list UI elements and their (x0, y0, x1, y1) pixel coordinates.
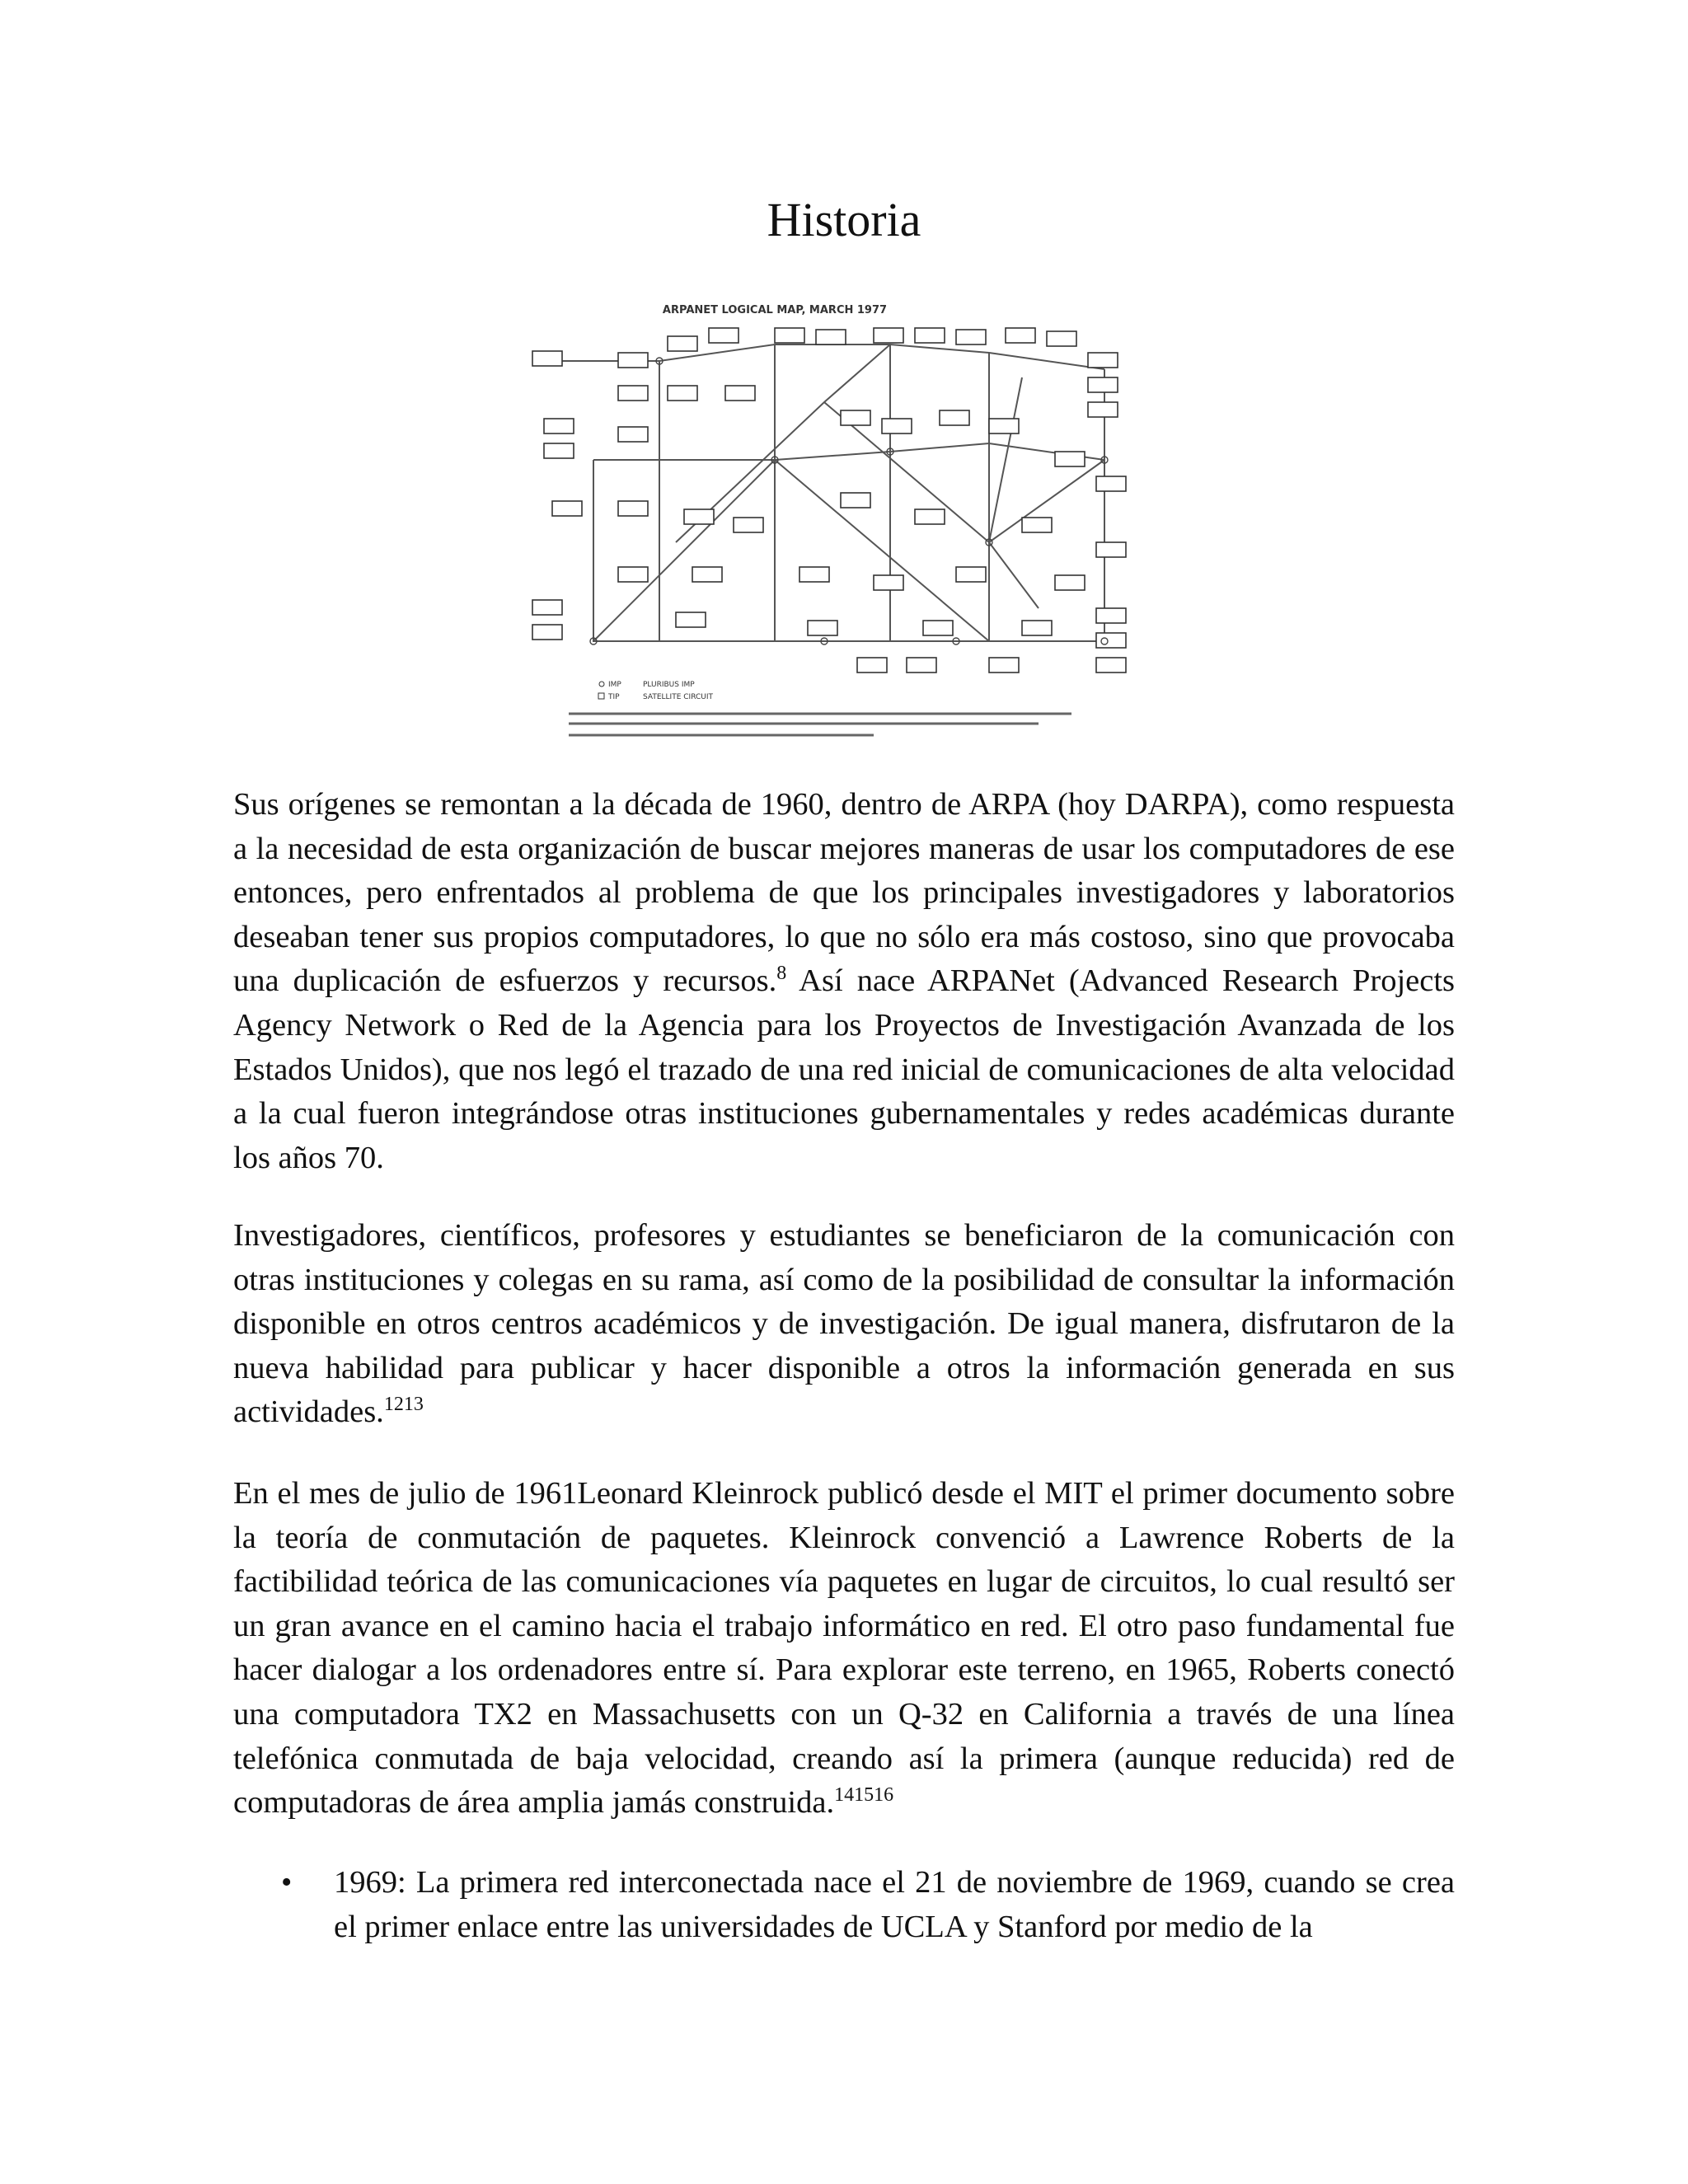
page-title: Historia (767, 193, 921, 246)
arpanet-map-figure (528, 295, 1146, 757)
legend-label-pluribus: PLURIBUS IMP (643, 681, 695, 689)
footnote-ref[interactable]: 8 (776, 963, 787, 985)
legend-label-imp: IMP (608, 681, 621, 689)
timeline-list (233, 1861, 1455, 1949)
paragraph-text: Así nace ARPANet (Advanced Research Projects Agency Network o Red de la Agencia para los Proyectos de Investigación Avanzada de los Estados Unidos), que nos legó el trazado de una red inicial de comunicaciones de alta velocidad a la cual fueron integrándose otras instituciones gubernamentales y redes académicas durante los años 70. (233, 963, 1456, 1175)
paragraph-text: Sus orígenes se remontan a la década de 1960, dentro de ARPA (hoy DARPA), como respuesta a la necesidad de esta organización de buscar mejores maneras de usar los computadores de ese entonces, pero enfrentados al problema de que los principales investigadores y laboratorios deseaban tener sus propios computadores, lo que no sólo era más costoso, sino que provocaba una duplicación de esfuerzos y recursos. (233, 787, 1455, 999)
arpanet-map-diagram (528, 295, 1146, 757)
paragraph-kleinrock (233, 1472, 1455, 1825)
list-item-text: 1969: La primera red interconectada nace el 21 de noviembre de 1969, cuando se crea el primer enlace entre las universidades de UCLA y Stanford por medio de la (334, 1865, 1455, 1944)
footnote-ref[interactable]: 141516 (834, 1784, 894, 1807)
paragraph-text: En el mes de julio de 1961Leonard Kleinrock publicó desde el MIT el primer documento sobre la teoría de conmutación de paquetes. Kleinrock convenció a Lawrence Roberts de la factibilidad teórica de las comunicaciones vía paquetes en lugar de circuitos, lo cual resultó ser un gran avance en el camino hacia el trabajo informático en red. El otro paso fundamental fue hacer dialogar a los ordenadores entre sí. Para explorar este terreno, en 1965, Roberts conectó una computadora TX2 en Massachusetts con un Q-32 en California a través de una línea telefónica conmutada de baja velocidad, creando así la primera (aunque reducida) red de computadoras de área amplia jamás construida. (233, 1476, 1455, 1821)
legend-label-satellite: SATELLITE CIRCUIT (643, 693, 714, 701)
bullet-icon: • (281, 1865, 293, 1900)
map-title: ARPANET LOGICAL MAP, MARCH 1977 (662, 304, 888, 316)
paragraph-origins (233, 783, 1455, 1180)
list-item (233, 1861, 1455, 1949)
paragraph-text: Investigadores, científicos, profesores y estudiantes se beneficiaron de la comunicación con otras instituciones y colegas en su rama, así como de la posibilidad de consultar la información disponible en otros centros académicos y de investigación. De igual manera, disfrutaron de la nueva habilidad para publicar y hacer disponible a otros la información generada en sus actividades. (233, 1218, 1455, 1430)
footnote-ref[interactable]: 1213 (383, 1394, 424, 1416)
legend-label-tip: TIP (608, 693, 620, 701)
paragraph-researchers (233, 1214, 1455, 1435)
